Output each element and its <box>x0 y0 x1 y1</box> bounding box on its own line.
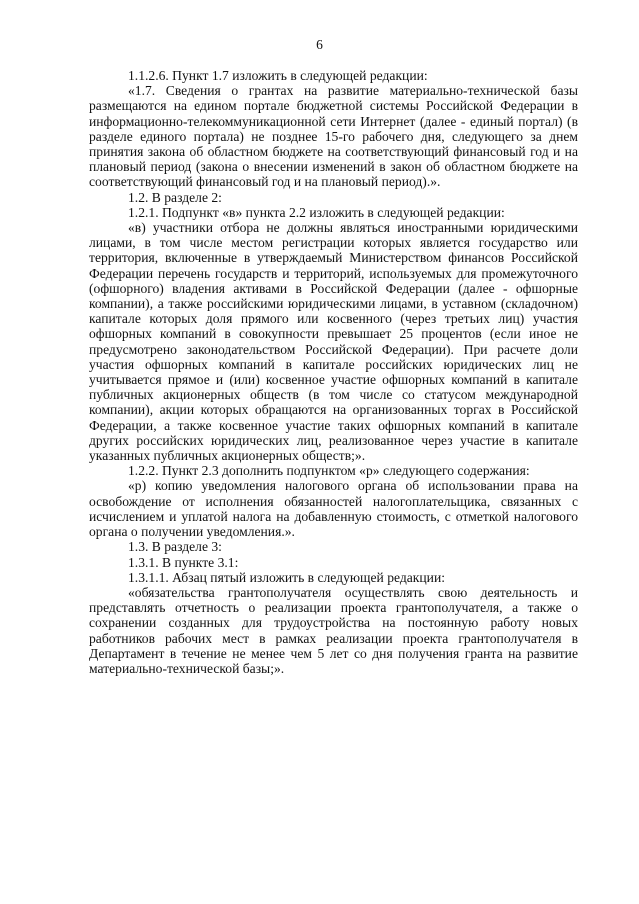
paragraph-1-1-2-6: 1.1.2.6. Пункт 1.7 изложить в следующей редакции: <box>128 68 428 83</box>
document-body <box>89 68 578 676</box>
paragraph-quote-v: «в) участники отбора не должны являться иностранными юридическими лицами, в том числе местом регистрации которых является государство или территория, включенные в утверждаемый Министерством финансов Российской Федерации перечень государств и территорий, используемых для промежуточного (офшорного) владения активами в Российской Федерации (далее - офшорные компании), а также российскими юридическими лицами, в уставном (складочном) капитале которых доля прямого или косвенного (через третьих лиц) участия офшорных компаний в совокупности превышает 25 процентов (если иное не предусмотрено законодательством Российской Федерации). При расчете доли участия офшорных компаний в капитале российских юридических лиц не учитывается прямое и (или) косвенное участие офшорных компаний в капитале публичных акционерных обществ (в том числе со статусом международной компании), акции которых обращаются на организованных торгах в Российской Федерации, а также косвенное участие таких офшорных компаний в капитале других российских юридических лиц, реализованное через участие в капитале указанных публичных акционерных обществ;». <box>89 220 578 464</box>
paragraph-quote-obligations: «обязательства грантополучателя осуществлять свою деятельность и представлять отчетность о реализации проекта грантополучателя, а также о сохранении созданных для трудоустройства на постоянную работу новых работников рабочих мест в рамках реализации проекта грантополучателя в Департамент в течение не менее чем 5 лет со дня получения гранта на развитие материально-технической базы;». <box>89 584 578 676</box>
paragraph-1-2-2: 1.2.2. Пункт 2.3 дополнить подпунктом «р» следующего содержания: <box>128 463 530 479</box>
paragraph-quote-1-7: «1.7. Сведения о грантах на развитие материально-технической базы размещаются на едином портале бюджетной системы Российской Федерации в информационно-телекоммуникационной сети Интернет (далее - единый портал) (в разделе единого портала) не позднее 15-го рабочего дня, следующего за днем принятия закона об областном бюджете на соответствующий финансовый год и на плановый период (закона о внесении изменений в закон об областном бюджете на соответствующий финансовый год и на плановый период).». <box>89 83 578 190</box>
page-number: 6 <box>316 37 323 52</box>
paragraph-1-3: 1.3. В разделе 3: <box>128 539 222 555</box>
paragraph-quote-r: «р) копию уведомления налогового органа об использовании права на освобождение от исполнения обязанностей налогоплательщика, связанных с исчислением и уплатой налога на добавленную стоимость, с отметкой налогового органа о получении уведомления.». <box>89 478 578 540</box>
paragraph-1-2-1: 1.2.1. Подпункт «в» пункта 2.2 изложить в следующей редакции: <box>128 204 505 220</box>
paragraph-1-2: 1.2. В разделе 2: <box>128 189 222 205</box>
paragraph-1-3-1: 1.3.1. В пункте 3.1: <box>128 554 239 570</box>
paragraph-1-3-1-1: 1.3.1.1. Абзац пятый изложить в следующей редакции: <box>128 569 446 585</box>
